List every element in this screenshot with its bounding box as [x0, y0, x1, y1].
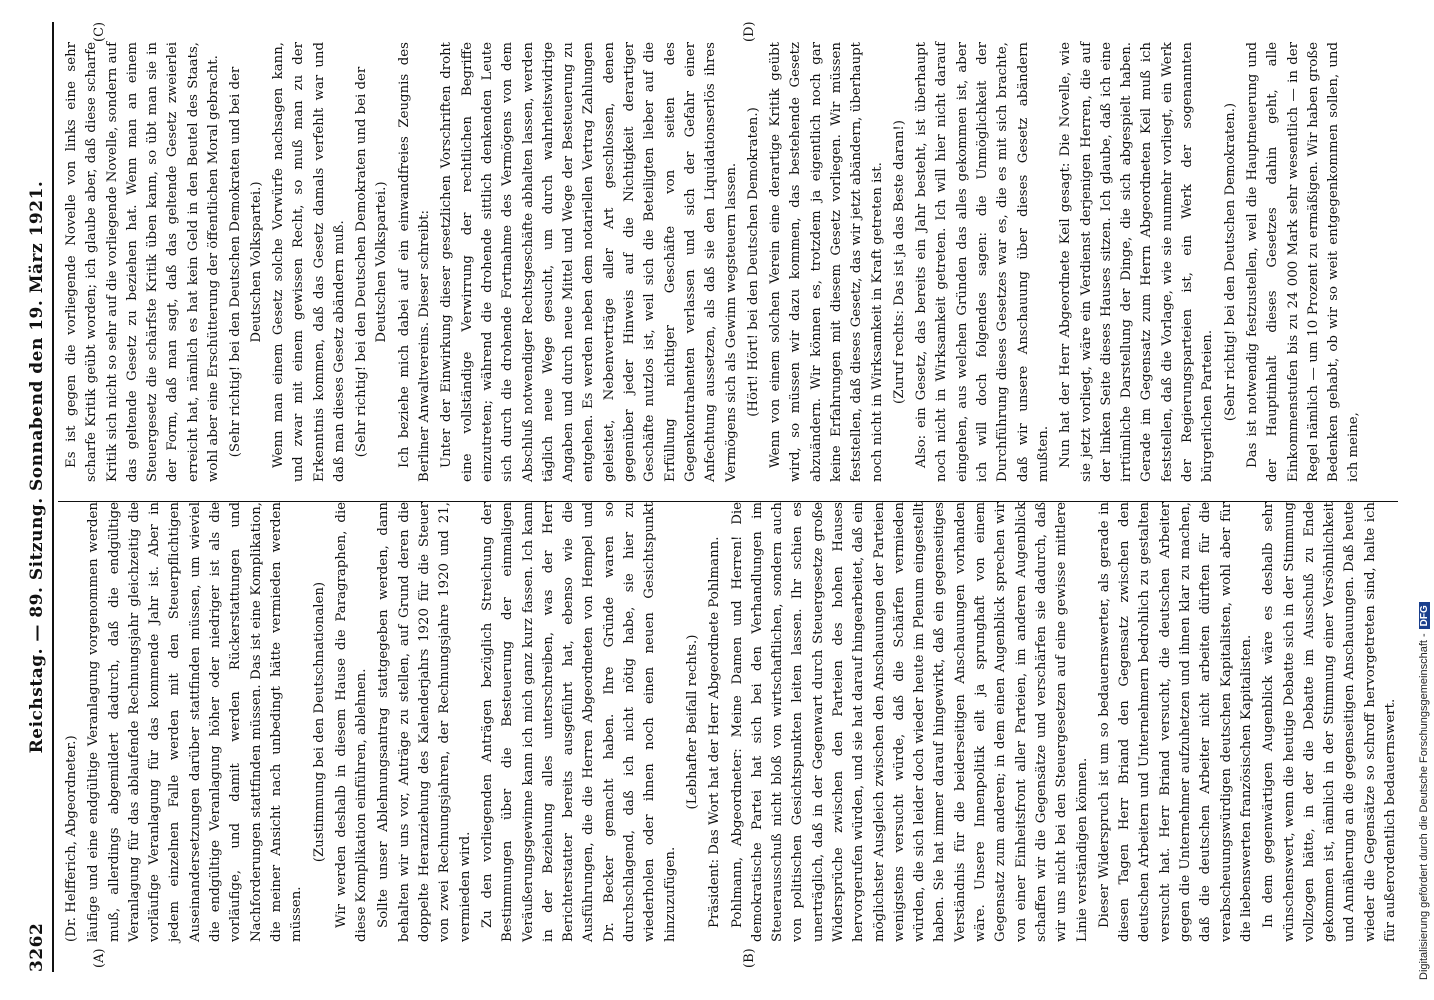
paragraph: Wir werden deshalb in diesem Hause die Paragraphen, die diese Komplikation einführen, ablehnen. [333, 502, 370, 942]
paragraph: Zu den vorliegenden Anträgen bezüglich Streichung der Bestimmungen über die Besteuerung der einmaligen Veräußerungsgewinne kann ich mich ganz kurz fassen. Ich kann in der Beziehung alles unterschreiben, was der Herr Berichterstatter bereits ausgeführt hat, ebenso wie die Ausführungen, die die Herren Abgeordneten von Hempel und Dr. Becker gemacht haben. Ihre Gründe waren so durchschlagend, daß ich nicht nötig habe, sie hier zu wiederholen oder ihnen noch einen neuen Gesichtspunkt hinzuzufügen. [479, 502, 678, 942]
paragraph: Ich beziehe mich dabei auf ein einwandfreies Zeugnis des Berliner Anwaltvereins. Dieser schreibt: [396, 42, 433, 482]
margin-mark-d: (D) [742, 21, 757, 42]
left-text-column [62, 502, 1398, 942]
paragraph: Wenn von einem solchen Verein eine derartige Kritik geübt wird, so müssen wir dazu kommen, das bestehende Gesetz abzuändern. Wir können es, trotzdem ja eigentlich noch gar keine Erfahrungen mit diesem Gesetz vorliegen. Wir müssen feststellen, daß dieses Gesetz, das wir jetzt abändern, überhaupt noch nicht in Wirksamkeit in Kraft getreten ist. [768, 42, 885, 482]
rotated-newspaper-page [22, 22, 1402, 972]
paragraph: (Sehr richtig! bei den Deutschen Demokraten und bei der Deutschen Volkspartei.) [228, 66, 264, 458]
paragraph: (Dr. Helfferich, Abgeordneter.) [64, 735, 79, 942]
paragraph: (Zuruf rechts: Das ist ja das Beste daran!) [891, 120, 907, 404]
dfg-logo: DFG [1419, 602, 1430, 629]
paragraph: Wenn man einem Gesetz solche Vorwürfe nachsagen kann, und zwar mit einem gewissen Recht, so muß man zu der Erkenntnis kommen, daß das Gesetz damals verfehlt war und daß man dieses Gesetz abändern muß. [270, 42, 347, 482]
digitization-credit [1418, 0, 1434, 980]
paragraph: Nun hat der Herr Abgeordnete Keil gesagt: Die Novelle, wie sie jetzt vorliegt, wäre ein Verdienst derjenigen Herren, die auf der linken Seite dieses Hauses sitzen. Ich glaube, daß ich eine irrtümliche Darstellung der Dinge, die sich abgespielt haben. Gerade im Gegensatz zum Herrn Abgeordneten Keil muß ich feststellen, daß die Vorlage, wie sie nunmehr vorliegt, ein Werk der Regierungsparteien ist, ein Werk der sogenannten bürgerlichen Parteien. [1058, 42, 1216, 482]
right-text-column [62, 42, 1392, 482]
column-divider [58, 501, 1398, 502]
paragraph: (Lebhafter Beifall rechts.) [684, 634, 700, 810]
credit-text: Digitalisierung gefördert durch die Deutsche Forschungsgemeinschaft - [1418, 633, 1430, 980]
page-header [22, 22, 54, 972]
paragraph: Sollte unser Ablehnungsantrag stattgegeben werden, dann behalten wir uns vor, Anträge zu stellen, auf Grund deren die doppelte Heranziehung des Kalenderjahrs 1920 für die Steuer von zwei Rechnungsjahren, der Rechnungsjahre 1920 und 21, vermieden wird. [376, 502, 473, 942]
paragraph: (Sehr richtig! bei den Deutschen Demokraten.) [1222, 102, 1238, 422]
paragraph: Das ist notwendig festzustellen, weil die Hauptneuerung und der Hauptinhalt dieses Gesetzes dahin geht, alle Einkommenstufen bis zu 24 000 Mark sehr wesentlich — in der Regel nämlich — um 10 Prozent zu ermäßigen. Wir haben große Bedenken gehabt, ob wir so weit entgegenkommen sollen, und ich meine, [1244, 42, 1362, 482]
paragraph: läufige und eine endgültige Veranlagung vorgenommen werden muß, allerdings abgemildert dadurch, daß die endgültige Veranlagung für das ablaufende Rechnungsjahr gleichzeitig die vorläufige Veranlagung für das kommende Jahr ist. Aber in jedem einzelnen Falle werden mit den Steuerpflichtigen Auseinandersetzungen darüber stattfinden müssen, um wieviel die endgültige Veranlagung höher oder niedriger ist als die vorläufige, und damit werden Rückerstattungen und Nachforderungen stattfinden müssen. Das ist eine Komplikation, die meiner Ansicht nach unbedingt hätte vermieden werden müssen. [86, 502, 305, 942]
paragraph: Es ist gegen die vorliegende Novelle von links eine sehr scharfe Kritik geübt worden; ich glaube aber, daß diese scharfe Kritik sich nicht so sehr auf die vorliegende Novelle, sondern auf das geltende Gesetz zu beziehen hat. Wenn man an einem Steuergesetz die schärfste Kritik üben kann, so übt man sie in der Form, daß man sagt, daß das geltende Gesetz zweierlei erreicht hat, nämlich es hat kein Geld in den Beutel des Staats, wohl aber eine Erschütterung der öffentlichen Moral gebracht. [64, 42, 222, 482]
paragraph: Also: ein Gesetz, das bereits ein Jahr besteht, ist überhaupt noch nicht in Wirksamkeit getreten. Ich will hier nicht darauf eingehen, aus welchen Gründen das alles gekommen ist, aber ich will doch folgendes sagen: die Unmöglichkeit der Durchführung dieses Gesetzes war es, die es mit sich brachte, daß wir unsere Anschauung über dieses Gesetz abändern mußten. [914, 42, 1051, 482]
paragraph: Unter der Einwirkung dieser gesetzlichen Vorschriften droht eine vollständige Verwirrung der rechtlichen Begriffe einzutreten; während die drohende sittlich denkenden Leute sich durch die drohende Fortnahme des Vermögens von dem Abschluß notwendiger Rechtsgeschäfte abhalten lassen, werden täglich neue Wege gesucht, um durch wahrheitswidrige Angaben und durch neue Mittel und Wege der Besteuerung zu entgehen. Es werden neben dem notariellen Vertrag Zahlungen geleistet, Nebenverträge aller Art geschlossen, denen gegenüber jeder Hinweis auf die Nichtigkeit derartiger Geschäfte nutzlos ist, weil sich die Beteiligten lieber auf die Erfüllung nichtiger Geschäfte von seiten des Gegenkontrahenten verlassen und sich der Gefahr einer Anfechtung aussetzen, als daß sie den Liquidationserlös ihres Vermögens sich als Gewinn wegsteuern lassen. [439, 42, 739, 482]
margin-mark-a: (A) [92, 948, 107, 968]
paragraph: Dieser Widerspruch ist um so bedauernswerter, als gerade in diesen Tagen Herr Briand den Gegensatz zwischen den deutschen Arbeitern und Unternehmern bedrohlich zu gestalten versucht hat. Herr Briand versucht, die deutschen Arbeiter gegen die Unternehmer aufzuhetzen und ihnen klar zu machen, daß die deutschen Arbeiter nicht arbeiten dürften für die verabscheuungswürdigen deutschen Kapitalisten, wohl aber für die liebenswerten französischen Kapitalisten. [1096, 502, 1254, 942]
paragraph: (Hört! Hört! bei den Deutschen Demokraten.) [745, 107, 761, 417]
paragraph: (Zustimmung bei den Deutschnationalen) [311, 581, 327, 863]
paragraph: In dem gegenwärtigen Augenblick wäre es deshalb sehr wünschenswert, wenn die heutige Debatte sich in der Stimmung vollzogen hätte, in der die Debatte im Ausschuß zu Ende gekommen ist, nämlich in der Stimmung einer Versöhnlichkeit und Annäherung an die gegenseitigen Anschauungen. Daß heute wieder die Gegensätze so schroff hervorgetreten sind, halte ich für außerordentlich bedauernswert. [1261, 502, 1398, 942]
session-title: Reichstag. — 89. Sitzung. Sonnabend den 19. März 1921. [27, 180, 47, 754]
paragraph: Pohlmann, Abgeordneter: Meine Damen und Herren! Die demokratische Partei hat sich bei den Verhandlungen im Steuerausschuß nicht bloß von wirtschaftlichen, sondern auch von politischen Gesichtspunkten leiten lassen. Ihr schien es unerträglich, daß in der Gegenwart durch Steuergesetze große Widersprüche zwischen den Parteien des hohen Hauses hervorgerufen würden, und sie hat darauf hingearbeitet, daß ein möglichster Ausgleich zwischen den Anschauungen der Parteien wenigstens versucht würde, daß die Schärfen vermieden würden, die sich leider doch wieder heute im Plenum eingestellt haben. Sie hat immer darauf hingewirkt, daß ein gegenseitiges Verständnis für die beiderseitigen Anschauungen vorhanden wäre. Unsere Innenpolitik eilt ja sprunghaft von einem Gegensatz zum anderen; in dem einen Augenblick sprechen wir von einer Einheitsfront aller Parteien, im anderen Augenblick schaffen wir die Gegensätze und verschärfen sie dadurch, daß wir uns nicht bei den Steuergesetzen auf eine gewisse mittlere Linie verständigen können. [729, 502, 1090, 942]
paragraph: (Sehr richtig! bei den Deutschen Demokraten und bei der Deutschen Volkspartei.) [354, 66, 390, 458]
margin-mark-c: (C) [92, 21, 107, 42]
margin-mark-b: (B) [742, 948, 757, 968]
paragraph: Präsident: Das Wort hat der Herr Abgeordnete Pohlmann. [707, 536, 723, 928]
page-number: 3262 [27, 922, 47, 972]
